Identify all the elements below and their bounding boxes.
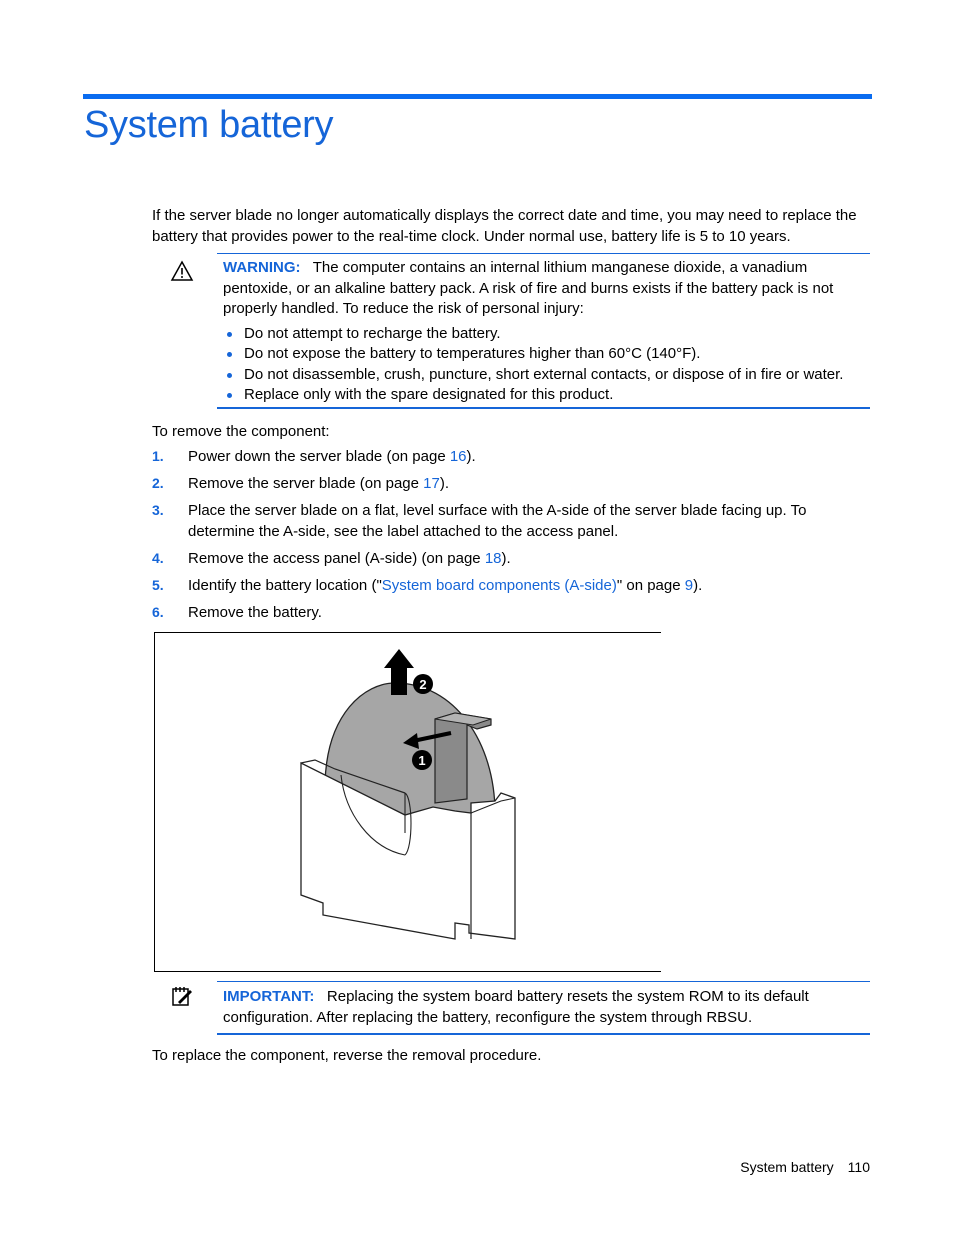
page-link-16[interactable]: 16 [449, 448, 467, 465]
warning-bullets [217, 324, 870, 406]
step-number: 2. [152, 475, 164, 491]
removal-steps [152, 446, 872, 629]
important-icon [170, 984, 194, 1008]
step-number: 1. [152, 448, 164, 464]
footer-section: System battery [740, 1159, 834, 1175]
step-number: 6. [152, 604, 164, 620]
warning-box [217, 253, 870, 409]
step-text-end: ). [466, 448, 476, 465]
step-text: Place the server blade on a flat, level surface with the A-side of the server blade facing up. To determine the A-side, see the label attached to the access panel. [188, 502, 807, 540]
important-box [217, 981, 870, 1035]
battery-removal-figure [154, 632, 661, 972]
step-text-end: ). [439, 475, 449, 492]
important-label: IMPORTANT: [223, 988, 315, 1005]
important-text: Replacing the system board battery resets the system ROM to its default configuration. After replacing the battery, reconfigure the system through RBSU. [223, 988, 809, 1026]
step-4 [152, 548, 872, 569]
step-2 [152, 473, 872, 494]
step-6 [152, 602, 872, 623]
page-link-18[interactable]: 18 [484, 550, 502, 567]
step-text: Remove the server blade (on page [188, 475, 424, 492]
battery-illustration [155, 633, 661, 971]
footer-page-number: 110 [847, 1159, 870, 1175]
step-text: Remove the battery. [188, 604, 322, 621]
warning-text: The computer contains an internal lithium manganese dioxide, a vanadium pentoxide, or an alkaline battery pack. A risk of fire and burns exists if the battery pack is not properly handled. To reduce the risk of personal injury: [223, 259, 834, 317]
callout-1-label: 1 [418, 753, 426, 768]
list-item: Do not disassemble, crush, puncture, short external contacts, or dispose of in fire or water. [217, 365, 870, 386]
intro-paragraph: If the server blade no longer automatically displays the correct date and time, you may need to replace the battery that provides power to the real-time clock. Under normal use, battery life is 5 to 10 years. [152, 207, 857, 245]
page-footer [740, 1159, 870, 1175]
system-board-components-link[interactable]: System board components (A-side) [381, 577, 617, 594]
warning-icon [170, 260, 194, 282]
step-text: Identify the battery location (" [188, 577, 382, 594]
warning-label: WARNING: [223, 259, 301, 276]
step-text-end: ). [501, 550, 511, 567]
list-item: Do not attempt to recharge the battery. [217, 324, 870, 345]
step-5 [152, 575, 872, 596]
step-text: Remove the access panel (A-side) (on page [188, 550, 485, 567]
step-text-end: ). [693, 577, 703, 594]
list-item: Replace only with the spare designated for this product. [217, 385, 870, 406]
header-rule [83, 94, 872, 99]
page-link-9[interactable]: 9 [684, 577, 694, 594]
step-3 [152, 500, 872, 542]
step-number: 5. [152, 577, 164, 593]
step-text-mid: " on page [616, 577, 685, 594]
remove-intro: To remove the component: [152, 423, 330, 440]
step-number: 3. [152, 502, 164, 518]
page-link-17[interactable]: 17 [423, 475, 440, 492]
replace-paragraph: To replace the component, reverse the removal procedure. [152, 1047, 542, 1064]
callout-2-label: 2 [419, 677, 427, 692]
step-number: 4. [152, 550, 164, 566]
step-text: Power down the server blade (on page [188, 448, 450, 465]
page-title: System battery [84, 104, 334, 146]
list-item: Do not expose the battery to temperatures higher than 60°C (140°F). [217, 344, 870, 365]
step-1 [152, 446, 872, 467]
